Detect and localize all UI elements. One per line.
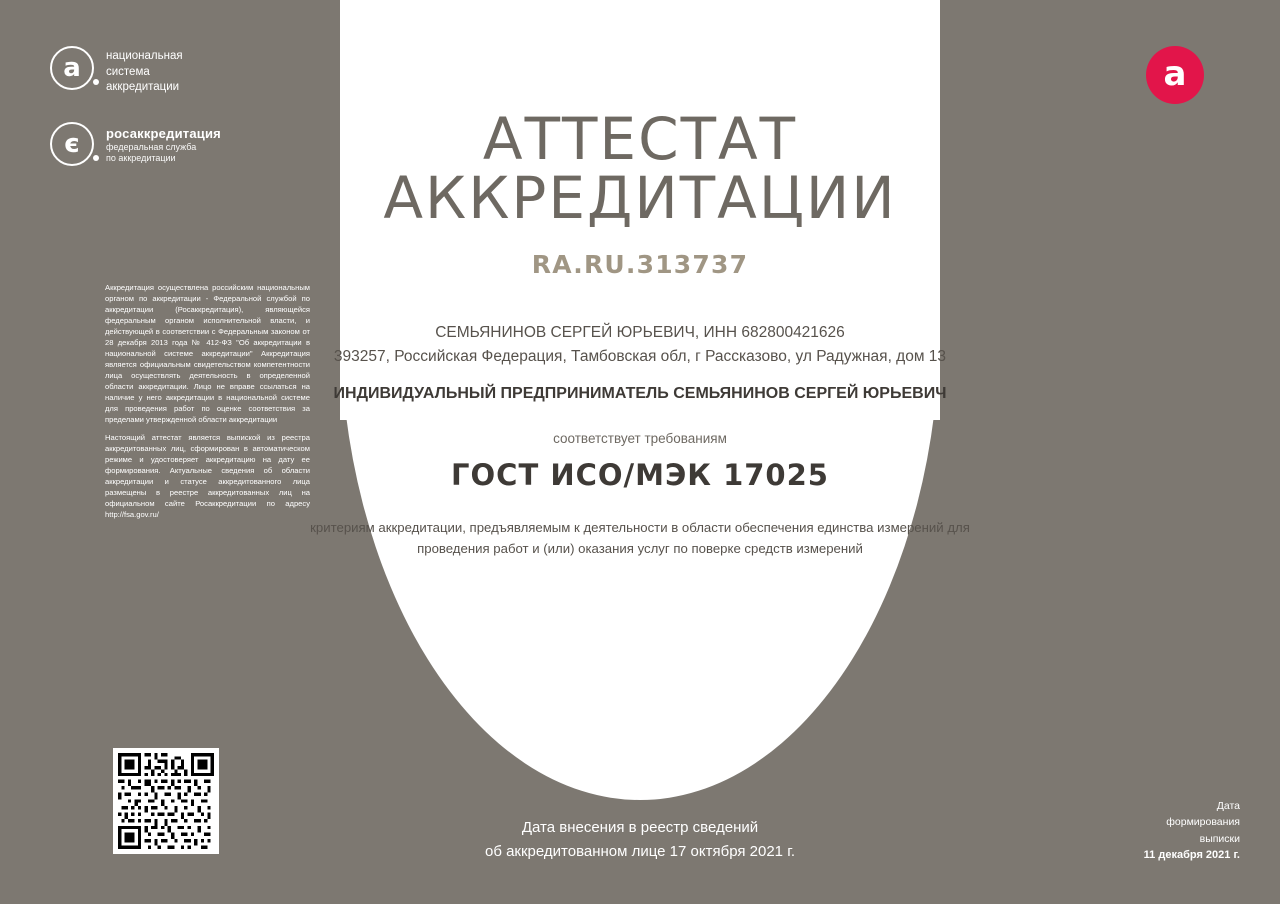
rosakkreditaciya-logo-line-2: федеральная служба <box>106 142 197 153</box>
issue-date-label-3: выписки <box>1199 832 1240 845</box>
certificate-number: RA.RU.313737 <box>531 250 749 280</box>
criteria-text <box>280 518 1000 559</box>
page-title <box>0 105 1280 233</box>
standard-name: ГОСТ ИСО/МЭК 17025 <box>451 458 829 493</box>
issue-date-block <box>1144 798 1240 864</box>
nsa-logo-text <box>106 46 183 96</box>
nsa-circle-logo <box>50 46 94 90</box>
legal-paragraph-1: Аккредитация осуществлена российским национальным органом по аккредитации - Федеральной службой по аккредитации (Росаккредитация), являющейся федеральным органом исполнительной власти, и действующей в соответствии с Федеральным законом от 28 декабря 2013 года № 412-ФЗ "Об аккредитации в национальной системе аккредитации" Аккредитация является официальным свидетельством компетентности лица осуществлять деятельность в определенной области аккредитации. Лицо не вправе ссылаться на наличие у него аккредитации в национальной системе для проведения работ по оценке соответствия за пределами утвержденной области аккредитации <box>105 283 310 424</box>
legal-paragraph-2: Настоящий аттестат является выпиской из реестра аккредитованных лиц, сформирован в автоматическом режиме и удостоверяет аккредитацию на дату ее формирования. Актуальные сведения об области аккредитации и статусе аккредитованного лица размещены в реестре аккредитованных лиц на официальном сайте Росаккредитации по адресу http://fsa.gov.ru/ <box>105 433 310 519</box>
criteria-line-1: критериям аккредитации, предъявляемым к деятельности в области обеспечения единства измерений для <box>310 520 970 536</box>
entity-name: ИНДИВИДУАЛЬНЫЙ ПРЕДПРИНИМАТЕЛЬ СЕМЬЯНИНОВ СЕРГЕЙ ЮРЬЕВИЧ <box>333 385 947 403</box>
nsa-logo-line-3: аккредитации <box>106 81 180 94</box>
nsa-logo-glyph: a <box>63 53 81 83</box>
rosakkreditaciya-logo-line-1: росаккредитация <box>106 125 221 141</box>
owner-block <box>0 321 1280 369</box>
rosakkreditaciya-logo-line-3: по аккредитации <box>106 153 176 164</box>
nsa-logo-dot <box>93 79 99 85</box>
certificate-body <box>0 105 1280 559</box>
nsa-logo-line-2: система <box>106 65 150 78</box>
red-circle-brand-logo <box>1146 46 1204 104</box>
page-title-line-1: АТТЕСТАТ <box>482 105 798 173</box>
logo-nsa <box>50 46 310 96</box>
conformity-label: соответствует требованиям <box>553 431 727 447</box>
registry-date-line-1: Дата внесения в реестр сведений <box>521 819 759 836</box>
owner-name: СЕМЬЯНИНОВ СЕРГЕЙ ЮРЬЕВИЧ, ИНН 682800421626 <box>435 324 845 342</box>
registry-date-line-2: об аккредитованном лице 17 октября 2021 г. <box>484 843 795 860</box>
registry-date-block <box>0 816 1280 864</box>
criteria-line-2: проведения работ и (или) оказания услуг по поверке средств измерений <box>417 540 863 556</box>
owner-address: 393257, Российская Федерация, Тамбовская обл, г Рассказово, ул Радужная, дом 13 <box>333 348 947 366</box>
red-circle-brand-glyph: a <box>1163 54 1187 94</box>
rosakkreditaciya-logo-glyph: є <box>64 128 80 159</box>
issue-date-label-1: Дата <box>1216 800 1240 813</box>
issue-date-value: 11 декабря 2021 г. <box>1143 848 1240 861</box>
nsa-logo-line-1: национальная <box>106 50 183 62</box>
issue-date-label-2: формирования <box>1166 816 1240 829</box>
page-title-line-2: АККРЕДИТАЦИИ <box>383 164 897 233</box>
